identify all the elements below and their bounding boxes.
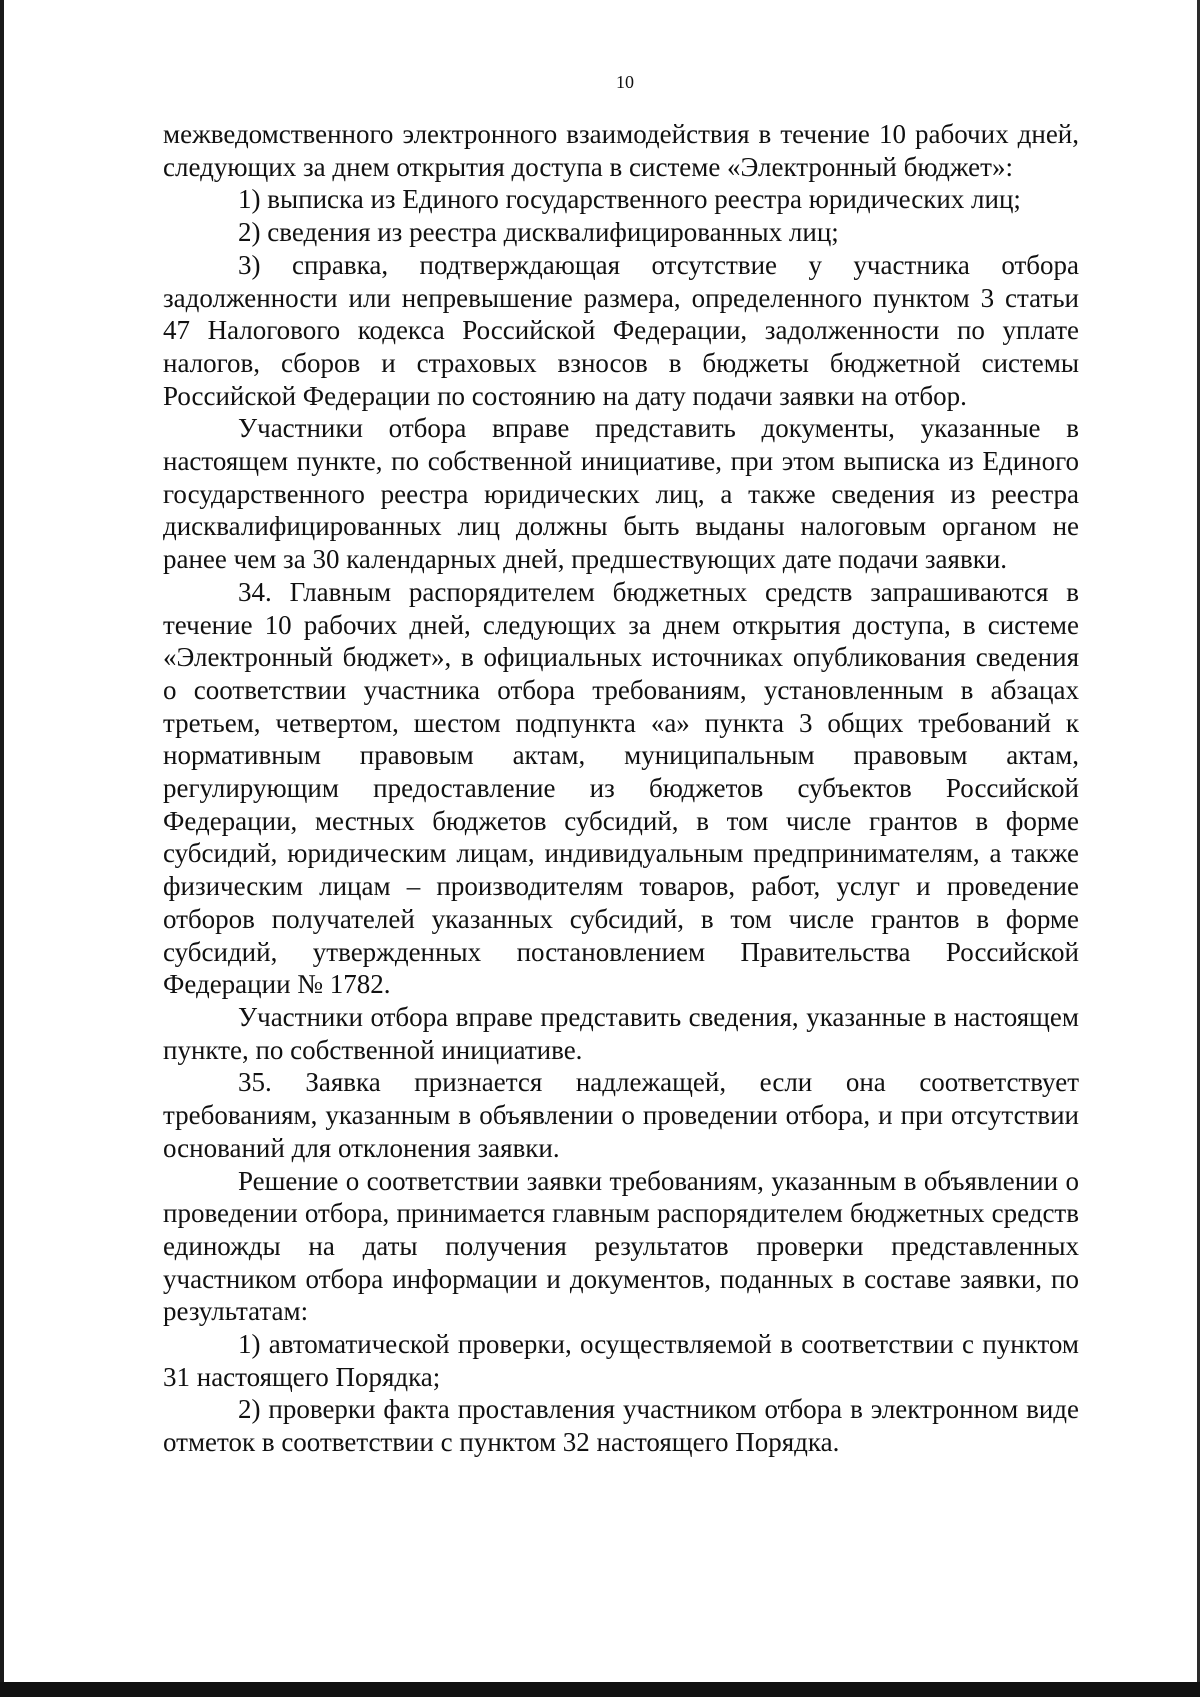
list-item-check-2: 2) проверки факта проставления участником отбора в электронном виде отметок в соответствии с пунктом 32 настоящего Порядка. [163,1394,1079,1458]
paragraph-continuation: межведомственного электронного взаимодействия в течение 10 рабочих дней, следующих за днем открытия доступа в системе «Электронный бюджет»: [163,119,1079,182]
scan-edge-left [0,0,4,1697]
paragraph-participants-info: Участники отбора вправе представить сведения, указанные в настоящем пункте, по собственной инициативе. [163,1001,1079,1065]
paragraph-clause-34: 34. Главным распорядителем бюджетных средств запрашиваются в течение 10 рабочих дней, следующих за днем открытия доступа, в системе «Электронный бюджет», в официальных источниках опубликования сведения о соответствии участника отбора требованиям, установленным в абзацах третьем, четвертом, шестом подпункта «а» пункта 3 общих требований к нормативным правовым актам, муниципальным правовым актам, регулирующим предоставление из бюджетов субъектов Российской Федерации, местных бюджетов субсидий, в том числе грантов в форме субсидий, юридическим лицам, индивидуальным предпринимателям, а также физическим лицам – производителям товаров, работ, услуг и проведение отборов получателей указанных субсидий, в том числе грантов в форме субсидий, утвержденных постановлением Правительства Российской Федерации № 1782. [163,576,1079,1000]
list-item-check-1: 1) автоматической проверки, осуществляемой в соответствии с пунктом 31 настоящего Порядка; [163,1329,1079,1392]
list-item-1: 1) выписка из Единого государственного реестра юридических лиц; [238,184,1021,215]
paragraph-clause-35: 35. Заявка признается надлежащей, если она соответствует требованиям, указанным в объявлении о проведении отбора, и при отсутствии оснований для отклонения заявки. [163,1067,1079,1163]
list-item-3: 3) справка, подтверждающая отсутствие у участника отбора задолженности или непревышение размера, определенного пунктом 3 статьи 47 Налогового кодекса Российской Федерации, задолженности по уплате налогов, сборов и страховых взносов в бюджеты бюджетной системы Российской Федерации по состоянию на дату подачи заявки на отбор. [163,249,1079,411]
scan-edge-bottom [0,1682,1200,1697]
paragraph-decision: Решение о соответствии заявки требованиям, указанным в объявлении о проведении отбора, принимается главным распорядителем бюджетных средств единожды на даты получения результатов проверки представленных участником отбора информации и документов, поданных в составе заявки, по результатам: [163,1165,1079,1327]
page-number: 10 [616,72,634,92]
paragraph-participants-documents: Участники отбора вправе представить документы, указанные в настоящем пункте, по собственной инициативе, при этом выписка из Единого государственного реестра юридических лиц, а также сведения из реестра дисквалифицированных лиц должны быть выданы налоговым органом не ранее чем за 30 календарных дней, предшествующих дате подачи заявки. [163,413,1079,575]
list-item-2: 2) сведения из реестра дисквалифицированных лиц; [238,217,839,248]
document-body [163,118,1079,1459]
